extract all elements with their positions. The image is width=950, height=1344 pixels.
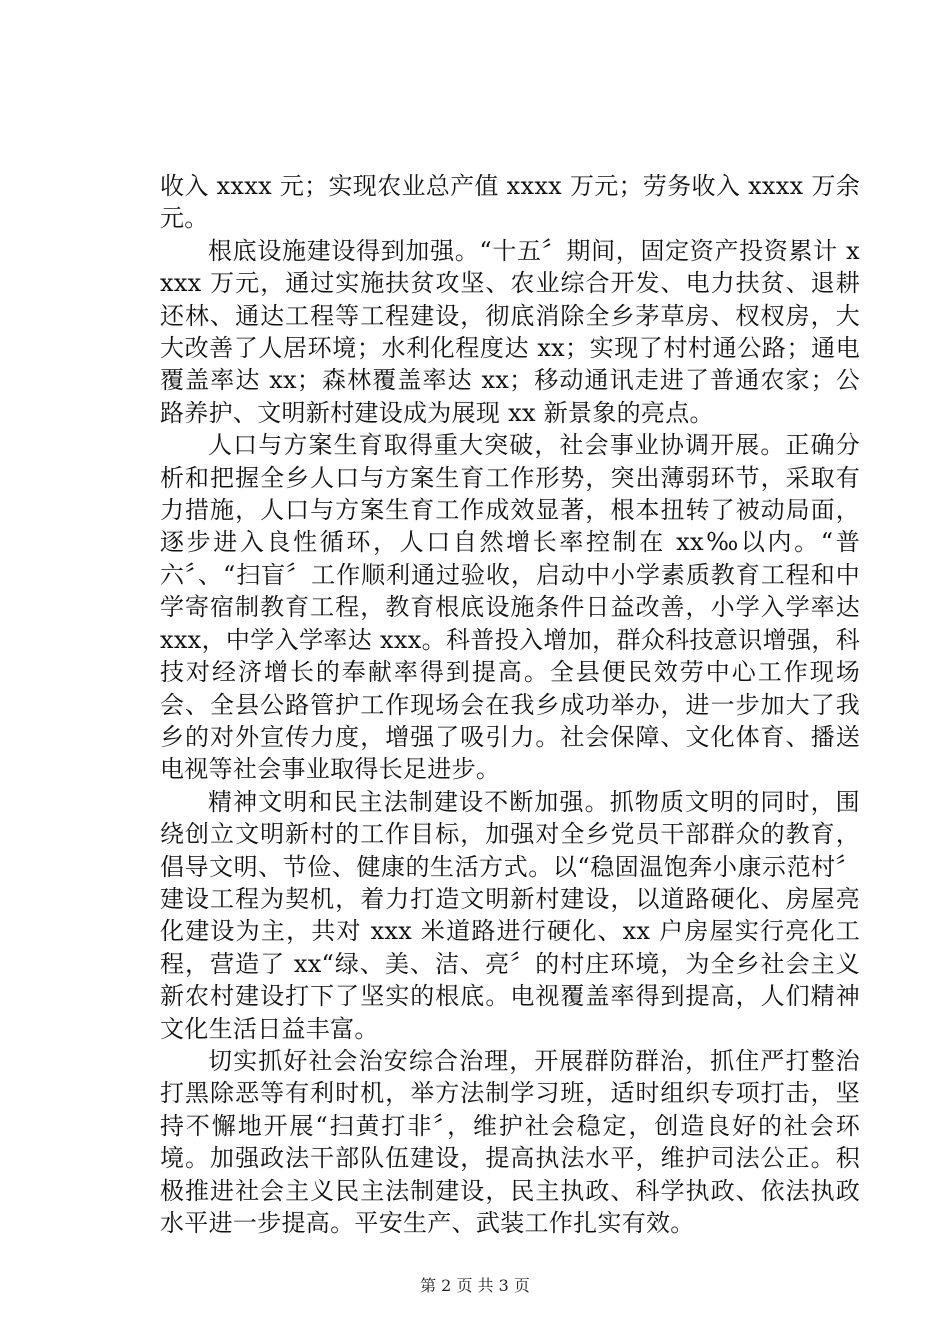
document-body <box>160 170 860 1239</box>
page-number-footer: 第 2 页 共 3 页 <box>420 1276 530 1295</box>
paragraph-public-security: 切实抓好社会治安综合治理，开展群防群治，抓住严打整治打黑除恶等有利时机，举方法制学习班，适时组织专项打击，坚持不懈地开展“扫黄打非〞，维护社会稳定，创造良好的社会环境。加强政法干部队伍建设，提高执法水平，维护司法公正。积极推进社会主义民主法制建设，民主执政、科学执政、依法执政水平进一步提高。平安生产、武装工作扎实有效。 <box>160 1046 860 1237</box>
paragraph-population-social: 人口与方案生育取得重大突破，社会事业协调开展。正确分析和把握全乡人口与方案生育工作形势，突出薄弱环节，采取有力措施，人口与方案生育工作成效显著，根本扭转了被动局面，逐步进入良性循环，人口自然增长率控制在 xx‰以内。“普六〞、“扫盲〞工作顺利通过验收，启动中小学素质教育工程和中学寄宿制教育工程，教育根底设施条件日益改善，小学入学率达 xxx，中学入学率达 xxx。科普投入增加，群众科技意识增强，科技对经济增长的奉献率得到提高。全县便民效劳中心工作现场会、全县公路管护工作现场会在我乡成功举办，进一步加大了我乡的对外宣传力度，增强了吸引力。社会保障、文化体育、播送电视等社会事业取得长足进步。 <box>160 431 860 784</box>
paragraph-civilization-legal: 精神文明和民主法制建设不断加强。抓物质文明的同时，围绕创立文明新村的工作目标，加强对全乡党员干部群众的教育，倡导文明、节俭、健康的生活方式。以“稳固温饱奔小康示范村〞建设工程为契机，着力打造文明新村建设，以道路硬化、房屋亮化建设为主，共对 xxx 米道路进行硬化、xx 户房屋实行亮化工程，营造了 xx“绿、美、洁、亮〞的村庄环境，为全乡社会主义新农村建设打下了坚实的根底。电视覆盖率得到提高，人们精神文化生活日益丰富。 <box>160 787 860 1043</box>
paragraph-continuation: 收入 xxxx 元；实现农业总产值 xxxx 万元；劳务收入 xxxx 万余元。 <box>160 172 860 233</box>
paragraph-infrastructure: 根底设施建设得到加强。“十五〞期间，固定资产投资累计 xxxx 万元，通过实施扶贫攻坚、农业综合开发、电力扶贫、退耕还林、通达工程等工程建设，彻底消除全乡茅草房、杈杈房，大大改善了人居环境；水利化程度达 xx；实现了村村通公路；通电覆盖率达 xx；森林覆盖率达 xx；移动通讯走进了普通农家；公路养护、文明新村建设成为展现 xx 新景象的亮点。 <box>160 236 860 427</box>
